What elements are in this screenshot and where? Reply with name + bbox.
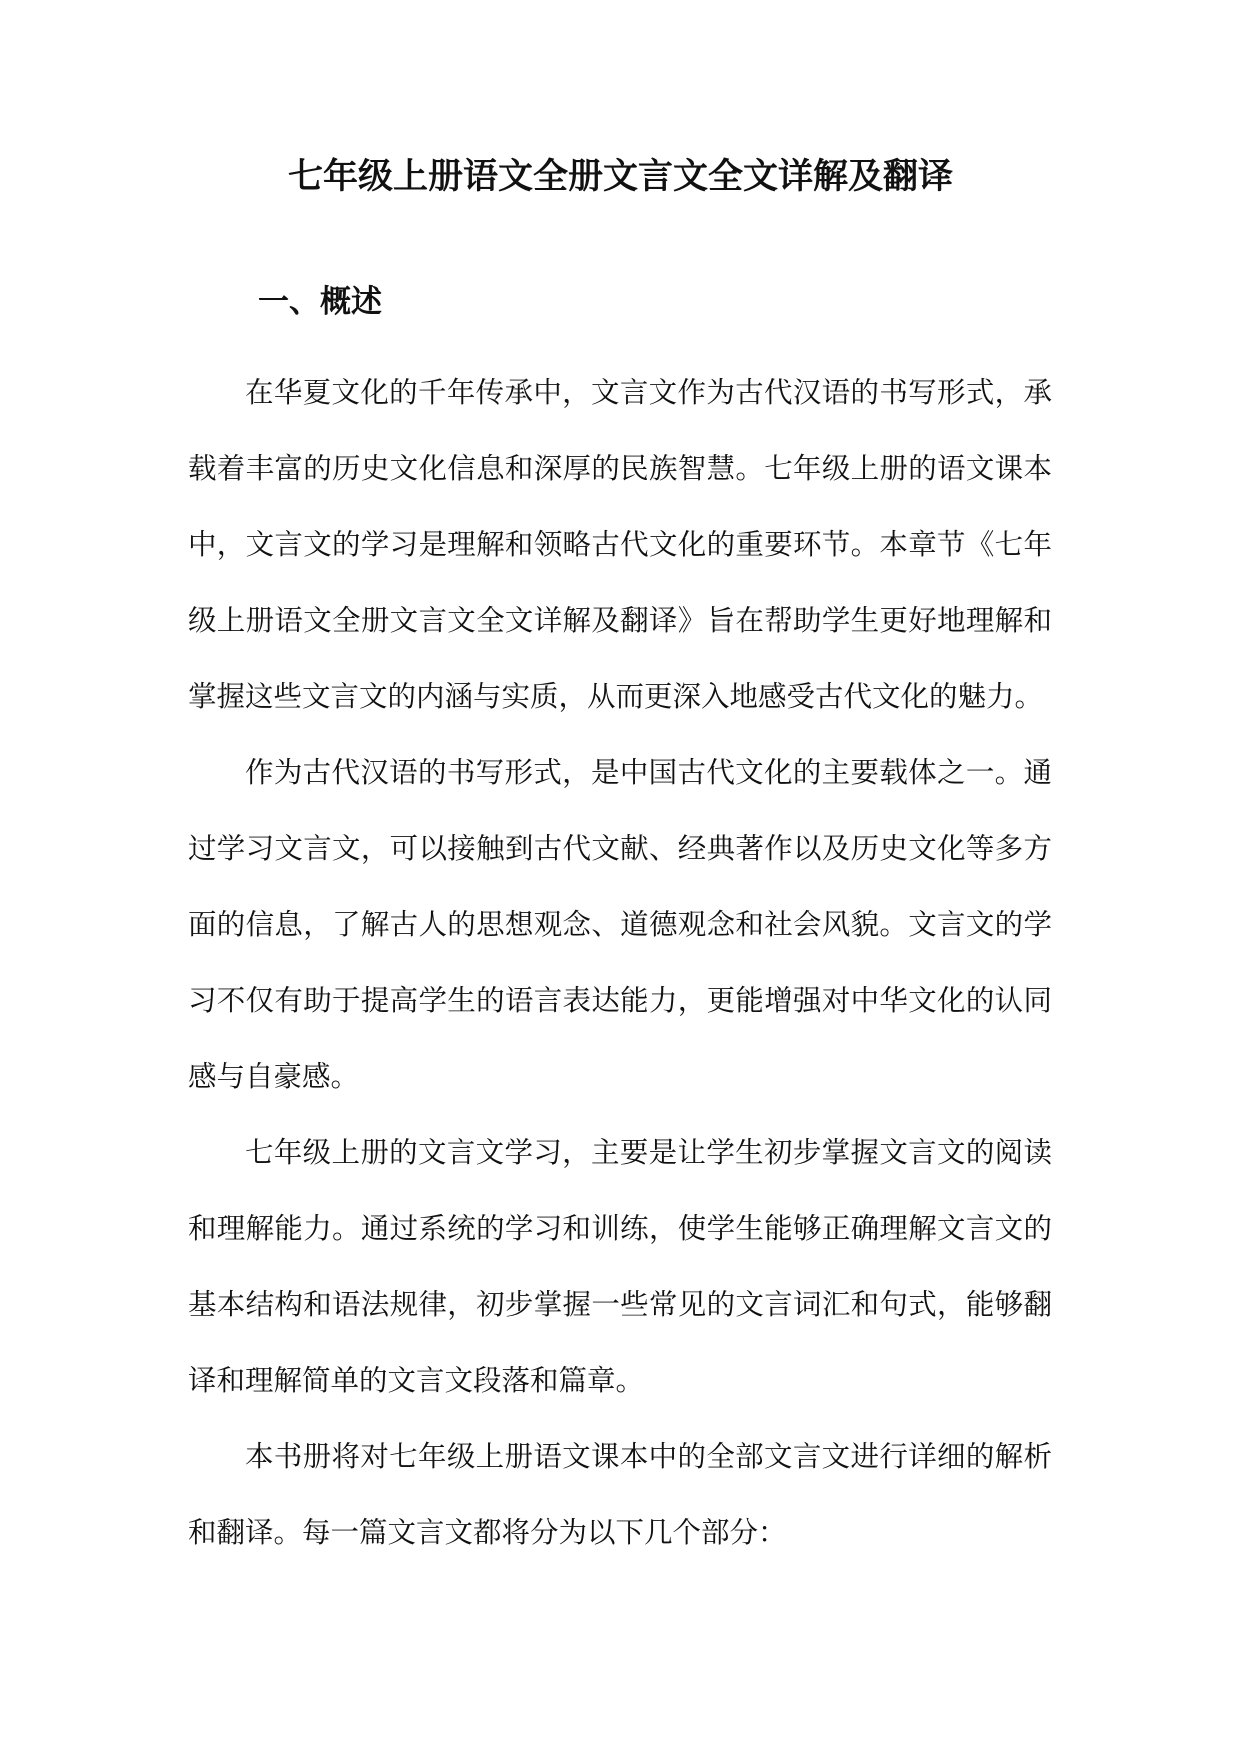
document-title: 七年级上册语文全册文言文全文详解及翻译 — [287, 156, 953, 197]
section-heading-overview: 一、概述 — [258, 284, 382, 320]
paragraph: 作为古代汉语的书写形式，是中国古代文化的主要载体之一。通过学习文言文，可以接触到古代文献、经典著作以及历史文化等多方面的信息，了解古人的思想观念、道德观念和社会风貌。文言文的学习不仅有助于提高学生的语言表达能力，更能增强对中华文化的认同感与自豪感。 — [188, 756, 1052, 1093]
paragraph: 七年级上册的文言文学习，主要是让学生初步掌握文言文的阅读和理解能力。通过系统的学习和训练，使学生能够正确理解文言文的基本结构和语法规律，初步掌握一些常见的文言词汇和句式，能够翻译和理解简单的文言文段落和篇章。 — [188, 1136, 1052, 1397]
document-body — [188, 355, 1052, 1571]
paragraph: 本书册将对七年级上册语文课本中的全部文言文进行详细的解析和翻译。每一篇文言文都将分为以下几个部分： — [188, 1440, 1052, 1549]
paragraph: 在华夏文化的千年传承中，文言文作为古代汉语的书写形式，承载着丰富的历史文化信息和深厚的民族智慧。七年级上册的语文课本中，文言文的学习是理解和领略古代文化的重要环节。本章节《七年级上册语文全册文言文全文详解及翻译》旨在帮助学生更好地理解和掌握这些文言文的内涵与实质，从而更深入地感受古代文化的魅力。 — [188, 376, 1052, 713]
